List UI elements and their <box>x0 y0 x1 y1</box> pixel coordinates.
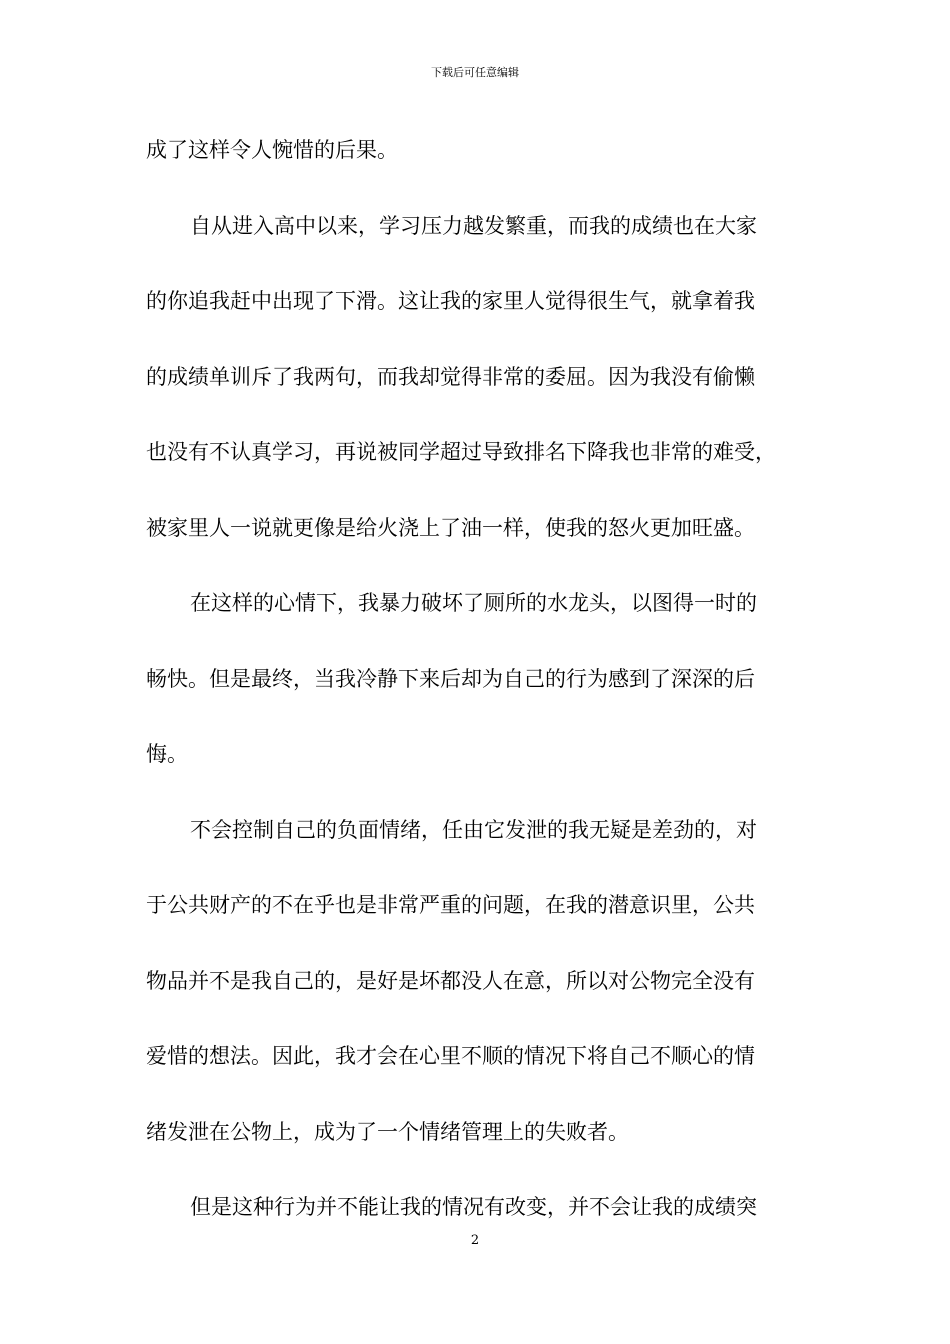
page-header: 下载后可任意编辑 <box>431 66 519 79</box>
document-body <box>146 132 806 1227</box>
text-line: 于公共财产的不在乎也是非常严重的问题，在我的潜意识里，公共 <box>146 893 755 917</box>
text-line <box>146 472 806 510</box>
text-line <box>146 1076 806 1114</box>
text-line <box>146 1000 806 1038</box>
text-line <box>146 849 806 887</box>
text-line: 的成绩单训斥了我两句，而我却觉得非常的委屈。因为我没有偷懒 <box>146 364 755 389</box>
text-line: 自从进入高中以来，学习压力越发繁重，而我的成绩也在大家 <box>190 213 757 238</box>
text-line: 但是这种行为并不能让我的情况有改变，并不会让我的成绩突 <box>190 1195 757 1219</box>
text-line: 爱惜的想法。因此，我才会在心里不顺的情况下将自己不顺心的情 <box>146 1044 755 1068</box>
text-line <box>146 698 806 736</box>
text-line: 成了这样令人惋惜的后果。 <box>146 138 398 162</box>
text-line <box>146 245 806 283</box>
text-line: 被家里人一说就更像是给火浇上了油一样，使我的怒火更加旺盛。 <box>146 515 755 540</box>
text-line: 绪发泄在公物上，成为了一个情绪管理上的失败者。 <box>146 1119 629 1144</box>
text-line: 也没有不认真学习，再说被同学超过导致排名下降我也非常的难受， <box>146 440 776 464</box>
text-line <box>146 623 806 661</box>
text-line <box>146 396 806 434</box>
text-line <box>146 1151 806 1189</box>
text-line: 悔。 <box>146 742 188 766</box>
text-line: 的你追我赶中出现了下滑。这让我的家里人觉得很生气，就拿着我 <box>146 289 755 313</box>
page-number: 2 <box>470 1233 480 1248</box>
text-line <box>146 925 806 963</box>
text-line: 畅快。但是最终，当我冷静下来后却为自己的行为感到了深深的后 <box>146 666 755 691</box>
text-line <box>146 547 806 585</box>
text-line: 在这样的心情下，我暴力破坏了厕所的水龙头，以图得一时的 <box>190 591 757 615</box>
text-line <box>146 321 806 359</box>
text-line: 不会控制自己的负面情绪，任由它发泄的我无疑是差劲的，对 <box>190 817 757 842</box>
text-line <box>146 774 806 812</box>
text-line: 物品并不是我自己的，是好是坏都没人在意，所以对公物完全没有 <box>146 968 755 993</box>
text-line <box>146 170 806 208</box>
